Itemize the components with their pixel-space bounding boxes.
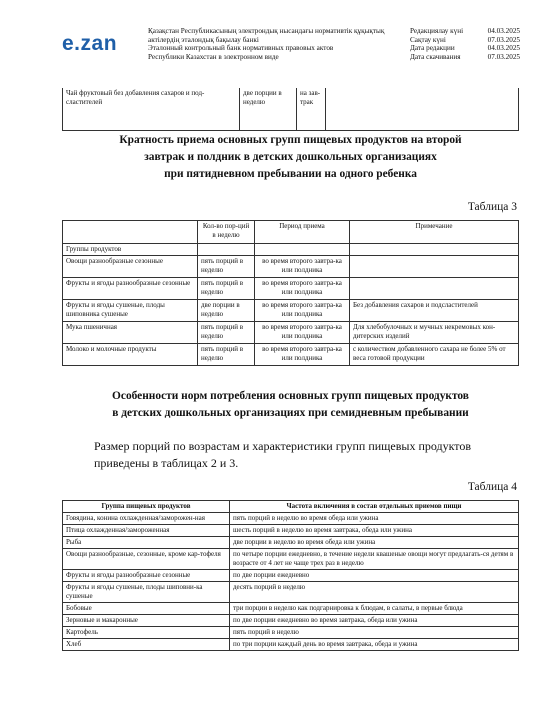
col-header: Примечание <box>350 221 519 244</box>
table-row <box>63 537 519 549</box>
cell <box>350 278 519 300</box>
ezan-logo: e.zan <box>62 32 118 55</box>
table-row <box>63 244 519 256</box>
cell: по три порции каждый день во время завтрака, обеда и ужина <box>230 639 519 651</box>
cell: во время второго завтра-ка или полдника <box>255 322 350 344</box>
cell: во время второго завтра-ка или полдника <box>255 278 350 300</box>
table-row <box>63 88 519 131</box>
cell: во время второго завтра-ка или полдника <box>255 344 350 366</box>
cell: пять порций в неделю <box>198 322 255 344</box>
section-title-1: Кратность приема основных групп пищевых продуктов на второй завтрак и полдник в детских дошкольных организациях при пятидневном пребывании на одного ребенка <box>119 134 462 180</box>
cell: две порции в неделю во время обеда или ужина <box>230 537 519 549</box>
cell: по две порции ежедневно во время завтрака, обеда или ужина <box>230 615 519 627</box>
table-row <box>63 256 519 278</box>
table-row <box>63 525 519 537</box>
cell: Зерновые и макаронные <box>63 615 230 627</box>
cell: Фрукты и ягоды разнообразные сезонные <box>63 278 198 300</box>
cell: пять порций в неделю <box>230 627 519 639</box>
meta-row: Редакциялау күні 04.03.2025 <box>410 27 520 35</box>
meta-row: Дата редакции 04.03.2025 <box>410 44 520 53</box>
cell: по две порции ежедневно <box>230 570 519 582</box>
table-row <box>63 300 519 322</box>
table-row <box>63 615 519 627</box>
header-line: Республики Казахстан в электронном виде <box>148 52 279 61</box>
cell: Картофель <box>63 627 230 639</box>
cell: с количеством добавленного сахара не более 5% от веса готовой продукции <box>350 344 519 366</box>
body-paragraph: Размер порций по возрастам и характеристики групп пищевых продуктов приведены в таблицах 2 и 3. <box>94 439 472 470</box>
col-header: Частота включения в состав отдельных приемов пищи <box>230 501 519 513</box>
cell: Фрукты и ягоды разнообразные сезонные <box>63 570 230 582</box>
cell <box>350 256 519 278</box>
table-row <box>63 570 519 582</box>
table4-label: Таблица 4 <box>467 481 517 493</box>
cell: пять порций в неделю <box>198 344 255 366</box>
cell: пять порций в неделю <box>198 256 255 278</box>
document-header <box>0 0 557 74</box>
cell: Овощи разнообразные сезонные <box>63 256 198 278</box>
header-line: актілердің эталондық бақылау банкі <box>148 35 259 44</box>
table-header-row <box>63 501 519 513</box>
col-header: Группа пищевых продуктов <box>63 501 230 513</box>
cell: Мука пшеничная <box>63 322 198 344</box>
meta-row: Сақтау күні 07.03.2025 <box>410 35 520 44</box>
cell: две порции в неделю <box>240 88 297 131</box>
col-header <box>63 221 198 244</box>
cell: во время второго завтра-ка или полдника <box>255 256 350 278</box>
cell: шесть порций в неделю во время завтрака, обеда или ужина <box>230 525 519 537</box>
table3-label: Таблица 3 <box>467 201 517 213</box>
table-row <box>63 278 519 300</box>
table-row <box>63 322 519 344</box>
cell: Для хлебобулочных и мучных некремовых кон-дитерских изделий <box>350 322 519 344</box>
cell: по четыре порции ежедневно, в течение недели квашеные овощи могут предлагать-ся детям в возрасте от 4 лет не чаще трех раз в неделю <box>230 549 519 570</box>
table-4 <box>62 500 519 651</box>
cell: Овощи разнообразные, сезонные, кроме кар-тофеля <box>63 549 230 570</box>
header-line: Қазақстан Республикасының электрондық нысандағы нормативтік құқықтық <box>148 27 385 35</box>
col-header: Кол-во пор-ций в неделю <box>198 221 255 244</box>
carryover-table <box>62 88 519 131</box>
cell: Фрукты и ягоды сушеные, плоды шиповника сушеные <box>63 300 198 322</box>
table-3 <box>62 220 519 366</box>
table-row <box>63 627 519 639</box>
cell: Чай фруктовый без добавления сахаров и под-сластителей <box>63 88 240 131</box>
section-title-2: Особенности норм потребления основных групп пищевых продуктов в детских дошкольных организациях при семидневным пребывании <box>112 390 469 419</box>
col-header: Период приема <box>255 221 350 244</box>
cell <box>326 88 519 131</box>
cell: пять порций в неделю <box>198 278 255 300</box>
cell: три порции в неделю как подгарнировка к блюдам, в салаты, в первые блюда <box>230 603 519 615</box>
cell: Бобовые <box>63 603 230 615</box>
header-dates <box>410 27 520 61</box>
table-row <box>63 344 519 366</box>
table-row <box>63 582 519 603</box>
table-row <box>63 603 519 615</box>
cell: Хлеб <box>63 639 230 651</box>
cell: Птица охлажденная/замороженная <box>63 525 230 537</box>
cell: две порции в неделю <box>198 300 255 322</box>
cell <box>350 244 519 256</box>
cell: Молоко и молочные продукты <box>63 344 198 366</box>
meta-row: Дата скачивания 07.03.2025 <box>410 52 520 61</box>
cell: Рыба <box>63 537 230 549</box>
cell: Группы продуктов <box>63 244 198 256</box>
cell <box>198 244 255 256</box>
table-row <box>63 639 519 651</box>
cell: на зав-трак <box>297 88 326 131</box>
cell: Без добавления сахаров и подсластителей <box>350 300 519 322</box>
header-institution <box>148 27 398 61</box>
table-row <box>63 513 519 525</box>
cell: Фрукты и ягоды сушеные, плоды шиповни-ка сушеные <box>63 582 230 603</box>
cell: Говядина, конина охлажденная/заморожен-ная <box>63 513 230 525</box>
cell: десять порций в неделю <box>230 582 519 603</box>
table-row <box>63 549 519 570</box>
cell <box>255 244 350 256</box>
cell: пять порций в неделю во время обеда или ужина <box>230 513 519 525</box>
table-header-row <box>63 221 519 244</box>
cell: во время второго завтра-ка или полдника <box>255 300 350 322</box>
header-line: Эталонный контрольный банк нормативных правовых актов <box>148 44 334 53</box>
